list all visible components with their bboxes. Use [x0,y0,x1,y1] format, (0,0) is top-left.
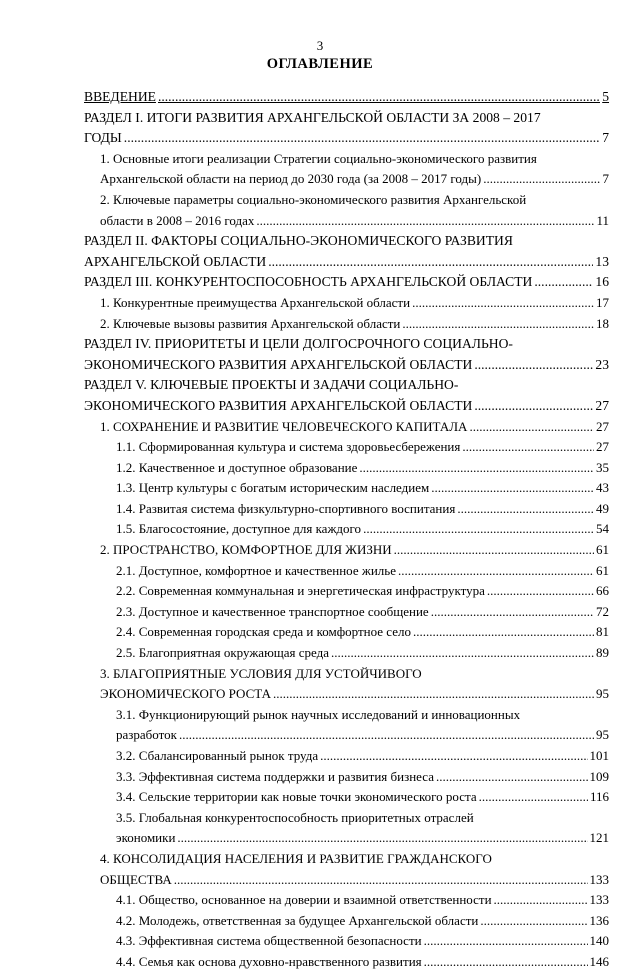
toc-entry[interactable] [84,314,609,335]
toc-entry[interactable] [84,602,609,623]
toc-entry[interactable] [84,334,609,375]
toc-page-number: 121 [589,830,609,846]
toc-page-number: 116 [589,789,609,805]
toc-entry-text: 3.5. Глобальная конкурентоспособность приоритетных отраслей [116,809,474,825]
toc-page-number: 81 [596,624,609,640]
toc-page-number: 35 [596,459,609,475]
dot-leader [179,725,594,746]
toc-entry[interactable] [84,911,609,932]
toc-entry-text: 4.2. Молодежь, ответственная за будущее Архангельской области [116,912,479,928]
toc-entry[interactable] [84,519,609,540]
toc-page-number: 133 [589,892,609,908]
toc-page-number: 16 [595,274,609,290]
toc-entry[interactable] [84,931,609,952]
toc-entry-text: РАЗДЕЛ IV. ПРИОРИТЕТЫ И ЦЕЛИ ДОЛГОСРОЧНОГО СОЦИАЛЬНО- [84,336,513,352]
toc-entry-text: 4.4. Семья как основа духовно-нравственного развития [116,953,422,969]
toc-page-number: 95 [596,686,609,702]
toc-page-number: 7 [602,130,609,146]
toc-entry[interactable] [84,561,609,582]
toc-entry-text: 1. Конкурентные преимущества Архангельской области [100,294,411,310]
toc-entry[interactable] [84,849,609,890]
dot-leader [431,478,594,499]
toc-entry[interactable] [84,417,609,438]
dot-leader [487,581,594,602]
toc-entry-text: 1. Основные итоги реализации Стратегии социально-экономического развития [100,150,537,166]
toc-entry[interactable] [84,890,609,911]
dot-leader [457,499,594,520]
toc-entry-text: области в 2008 – 2016 годах [100,212,255,228]
toc-entry[interactable] [84,664,609,705]
toc-entry-text: 2.1. Доступное, комфортное и качественное жилье [116,562,396,578]
toc-page-number: 54 [596,521,609,537]
toc-entry-text: 2.4. Современная городская среда и комфортное село [116,624,411,640]
toc-page-number: 136 [589,912,609,928]
toc-entry-text: РАЗДЕЛ V. КЛЮЧЕВЫЕ ПРОЕКТЫ И ЗАДАЧИ СОЦИАЛЬНО- [84,377,459,393]
toc-page-number: 27 [596,439,609,455]
toc-entry-text: 1.4. Развитая система физкультурно-спортивного воспитания [116,500,456,516]
toc-page-number: 27 [596,418,609,434]
dot-leader [268,252,593,273]
toc-entry-text: РАЗДЕЛ III. КОНКУРЕНТОСПОСОБНОСТЬ АРХАНГЕЛЬСКОЙ ОБЛАСТИ [84,274,533,290]
toc-entry-text: 3.2. Сбалансированный рынок труда [116,748,319,763]
toc-page-number: 13 [595,253,609,269]
toc-entry-text: 3.4. Сельские территории как новые точки экономического роста [116,789,477,805]
dot-leader [174,870,588,891]
toc-entry-text: 3.3. Эффективная система поддержки и развития бизнеса [116,768,434,784]
dot-leader [412,293,594,314]
toc-entry[interactable] [84,705,609,746]
toc-page-number: 61 [596,542,609,558]
toc-entry-text: 3. БЛАГОПРИЯТНЫЕ УСЛОВИЯ ДЛЯ УСТОЙЧИВОГО [100,665,422,681]
toc-entry[interactable] [84,622,609,643]
toc-page-number: 27 [595,397,609,413]
dot-leader [483,169,600,190]
toc-entry-text: 1.2. Качественное и доступное образование [116,459,358,475]
dot-leader [394,540,594,561]
toc-entry-text: 1.5. Благосостояние, доступное для каждого [116,521,362,537]
toc-page-number: 61 [596,562,609,578]
toc-entry[interactable] [84,375,609,416]
toc-entry[interactable] [84,87,609,108]
toc-entry-text: экономики [116,830,176,846]
toc-entry[interactable] [84,478,609,499]
dot-leader [158,87,600,108]
toc-entry-text: АРХАНГЕЛЬСКОЙ ОБЛАСТИ [84,253,267,269]
toc-entry[interactable] [84,272,609,293]
toc-entry[interactable] [84,746,609,767]
dot-leader [474,355,593,376]
toc-page-number: 89 [596,645,609,661]
toc-page-number: 17 [596,294,609,310]
toc-entry-text: 4.3. Эффективная система общественной безопасности [116,933,422,949]
toc-page-number: 146 [589,953,609,969]
toc-entry-text: 2.3. Доступное и качественное транспортное сообщение [116,603,429,619]
toc-entry-text: 4.1. Общество, основанное на доверии и взаимной ответственности [116,892,492,908]
toc-entry-text: ЭКОНОМИЧЕСКОГО РАЗВИТИЯ АРХАНГЕЛЬСКОЙ ОБЛАСТИ [84,356,473,372]
toc-page-number: 11 [596,212,609,228]
toc-page-number: 43 [596,480,609,496]
toc-page-number: 140 [589,933,609,949]
dot-leader [124,128,600,149]
dot-leader [398,561,594,582]
toc-page-number: 101 [589,748,609,763]
toc-page-number: 23 [595,356,609,372]
toc-entry[interactable] [84,293,609,314]
toc-entry-text: 2. Ключевые вызовы развития Архангельской области [100,315,401,331]
page-number: 3 [316,38,324,53]
toc-page-number: 133 [589,871,609,887]
dot-leader [479,787,588,808]
dot-leader [320,746,587,767]
toc-entry[interactable] [84,437,609,458]
toc-page-number: 49 [596,500,609,516]
toc-entry-text: 2.5. Благоприятная окружающая среда [116,645,330,661]
toc-entry-text: Архангельской области на период до 2030 года (за 2008 – 2017 годы) [100,171,482,187]
dot-leader [413,622,594,643]
toc-entry[interactable] [84,581,609,602]
toc-entry[interactable] [84,952,609,973]
dot-leader [359,458,594,479]
dot-leader [494,890,588,911]
toc-entry[interactable] [84,108,609,149]
toc-page-number: 7 [602,171,609,187]
toc-entry[interactable] [84,808,609,849]
dot-leader [331,643,594,664]
dot-leader [177,828,587,849]
toc-page-number: 72 [596,603,609,619]
dot-leader [474,396,593,417]
dot-leader [273,684,594,705]
toc-entry-text: ОБЩЕСТВА [100,871,172,887]
toc-entry[interactable] [84,767,609,788]
toc-entry[interactable] [84,540,609,561]
dot-leader [436,767,588,788]
dot-leader [431,602,594,623]
toc-entry-text: ЭКОНОМИЧЕСКОГО РАЗВИТИЯ АРХАНГЕЛЬСКОЙ ОБЛАСТИ [84,397,473,413]
toc-entry[interactable] [84,787,609,808]
dot-leader [480,911,587,932]
toc-entry[interactable] [84,499,609,520]
toc-entry[interactable] [84,231,609,272]
toc-entry[interactable] [84,149,609,190]
toc-entry-text: 3.1. Функционирующий рынок научных исследований и инновационных [116,706,521,722]
toc-entry[interactable] [84,458,609,479]
toc-entry-text: ВВЕДЕНИЕ [84,89,156,104]
dot-leader [363,519,594,540]
toc-page-number: 109 [589,768,609,784]
toc-entry-text: 2. ПРОСТРАНСТВО, КОМФОРТНОЕ ДЛЯ ЖИЗНИ [100,542,392,558]
dot-leader [256,211,594,232]
toc-entry[interactable] [84,190,609,231]
toc-page-number: 66 [596,583,609,599]
toc-entry-text: РАЗДЕЛ II. ФАКТОРЫ СОЦИАЛЬНО-ЭКОНОМИЧЕСКОГО РАЗВИТИЯ [84,233,513,249]
page-title: ОГЛАВЛЕНИЕ [266,56,374,72]
dot-leader [534,272,593,293]
toc-entry-text: 1.1. Сформированная культура и система здоровьесбережения [116,439,461,455]
toc-page-number: 18 [596,315,609,331]
toc-entry-text: ЭКОНОМИЧЕСКОГО РОСТА [100,686,271,702]
dot-leader [424,952,588,973]
toc-entry-text: 2. Ключевые параметры социально-экономического развития Архангельской [100,191,527,207]
toc-entry-text: ГОДЫ [84,130,122,146]
dot-leader [424,931,588,952]
dot-leader [469,417,594,438]
toc-entry-text: 1.3. Центр культуры с богатым историческим наследием [116,480,430,496]
toc-entry-text: 4. КОНСОЛИДАЦИЯ НАСЕЛЕНИЯ И РАЗВИТИЕ ГРАЖДАНСКОГО [100,850,492,866]
toc-entry[interactable] [84,643,609,664]
toc-entry-text: разработок [116,727,177,743]
toc-entry-text: 1. СОХРАНЕНИЕ И РАЗВИТИЕ ЧЕЛОВЕЧЕСКОГО КАПИТАЛА [100,418,468,434]
dot-leader [402,314,594,335]
toc-page-number: 95 [596,727,609,743]
table-of-contents [84,87,609,973]
toc-entry-text: РАЗДЕЛ I. ИТОГИ РАЗВИТИЯ АРХАНГЕЛЬСКОЙ ОБЛАСТИ ЗА 2008 – 2017 [84,109,541,125]
dot-leader [462,437,594,458]
toc-entry-text: 2.2. Современная коммунальная и энергетическая инфраструктура [116,583,485,599]
toc-page-number: 5 [602,89,609,104]
